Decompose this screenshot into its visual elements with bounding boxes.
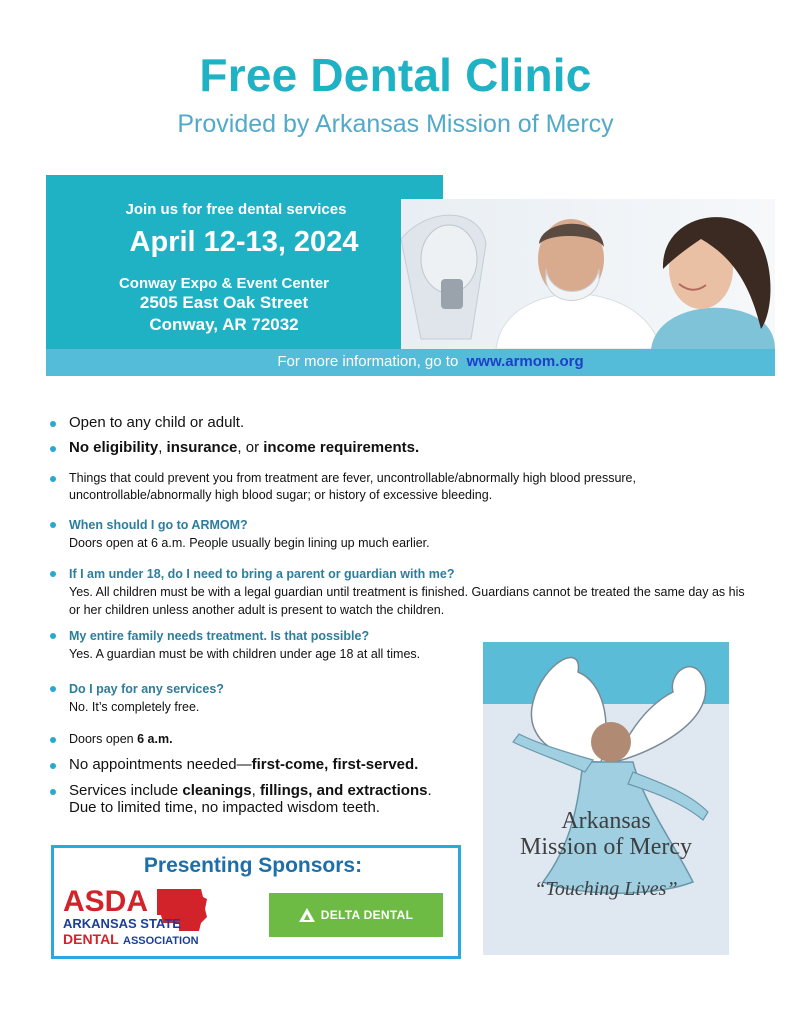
event-city: Conway, AR 72032 bbox=[149, 315, 299, 334]
more-info-text: For more information, go to bbox=[277, 353, 459, 370]
website-link[interactable]: www.armom.org bbox=[466, 353, 584, 370]
list-item-text: Things that could prevent you from treatment are fever, uncontrollable/abnormally high blood pressure, uncontrollable/abnormally high blood sugar; or history of excessive bleeding. bbox=[69, 471, 636, 502]
bullet-icon bbox=[50, 763, 56, 769]
list-item bbox=[48, 470, 748, 504]
banner-invite: Join us for free dental services bbox=[125, 201, 347, 218]
armom-name-line2: Mission of Mercy bbox=[520, 834, 692, 860]
armom-name-line1: Arkansas bbox=[561, 808, 651, 834]
faq-question: If I am under 18, do I need to bring a parent or guardian with me? bbox=[69, 567, 455, 581]
bullet-icon bbox=[50, 633, 56, 639]
bullet-icon bbox=[50, 446, 56, 452]
faq-question: Do I pay for any services? bbox=[69, 682, 224, 696]
bullet-icon bbox=[50, 686, 56, 692]
bullet-icon bbox=[50, 476, 56, 482]
faq-item bbox=[48, 565, 748, 616]
more-info-line bbox=[46, 353, 775, 370]
list-item-text: No eligibility, insurance, or income requirements. bbox=[69, 439, 420, 456]
delta-dental-logo bbox=[269, 893, 443, 937]
list-item bbox=[48, 731, 478, 749]
armom-logo-panel bbox=[483, 642, 729, 955]
bullet-icon bbox=[50, 522, 56, 528]
faq-answer: No. It’s completely free. bbox=[69, 700, 200, 714]
delta-triangle-icon bbox=[299, 908, 315, 922]
faq-question: My entire family needs treatment. Is that possible? bbox=[69, 629, 370, 643]
faq-item bbox=[48, 680, 478, 714]
sponsor-title: Presenting Sponsors: bbox=[143, 854, 363, 877]
list-item bbox=[48, 439, 748, 459]
event-venue: Conway Expo & Event Center bbox=[118, 275, 330, 292]
page-title: Free Dental Clinic bbox=[199, 49, 592, 101]
event-street: 2505 East Oak Street bbox=[139, 293, 309, 312]
svg-text:ARKANSAS STATE: ARKANSAS STATE bbox=[63, 916, 181, 931]
svg-text:ASDA: ASDA bbox=[63, 885, 149, 918]
svg-text:ASSOCIATION: ASSOCIATION bbox=[123, 935, 199, 947]
list-item-text: No appointments needed—first-come, first-served. bbox=[69, 756, 419, 773]
faq-answer: Doors open at 6 a.m. People usually begin lining up much earlier. bbox=[69, 536, 430, 550]
list-item bbox=[48, 756, 478, 776]
list-item bbox=[48, 414, 748, 434]
list-item-text: Open to any child or adult. bbox=[69, 414, 245, 431]
page-subtitle: Provided by Arkansas Mission of Mercy bbox=[177, 110, 614, 138]
event-date: April 12-13, 2024 bbox=[129, 226, 359, 258]
faq-item bbox=[48, 627, 478, 661]
bullet-icon bbox=[50, 789, 56, 795]
armom-motto: “Touching Lives” bbox=[534, 878, 678, 900]
bullet-icon bbox=[50, 421, 56, 427]
asda-logo bbox=[61, 885, 211, 947]
faq-answer: Yes. All children must be with a legal guardian until treatment is finished. Guardians cannot be treated the same day as his or her children unless another adult is present to watch the children. bbox=[69, 585, 745, 617]
faq-question: When should I go to ARMOM? bbox=[69, 518, 248, 532]
delta-dental-label: DELTA DENTAL bbox=[320, 908, 414, 922]
list-item bbox=[48, 782, 478, 818]
faq-answer: Yes. A guardian must be with children under age 18 at all times. bbox=[69, 647, 421, 661]
bullet-icon bbox=[50, 737, 56, 743]
dentist-photo bbox=[401, 199, 775, 349]
faq-item bbox=[48, 516, 748, 550]
svg-text:DENTAL: DENTAL bbox=[63, 931, 119, 947]
bullet-icon bbox=[50, 571, 56, 577]
list-item-text: Doors open 6 a.m. bbox=[69, 732, 173, 746]
list-item-text: Services include cleanings, fillings, and extractions. Due to limited time, no impacted wisdom teeth. bbox=[69, 782, 432, 816]
